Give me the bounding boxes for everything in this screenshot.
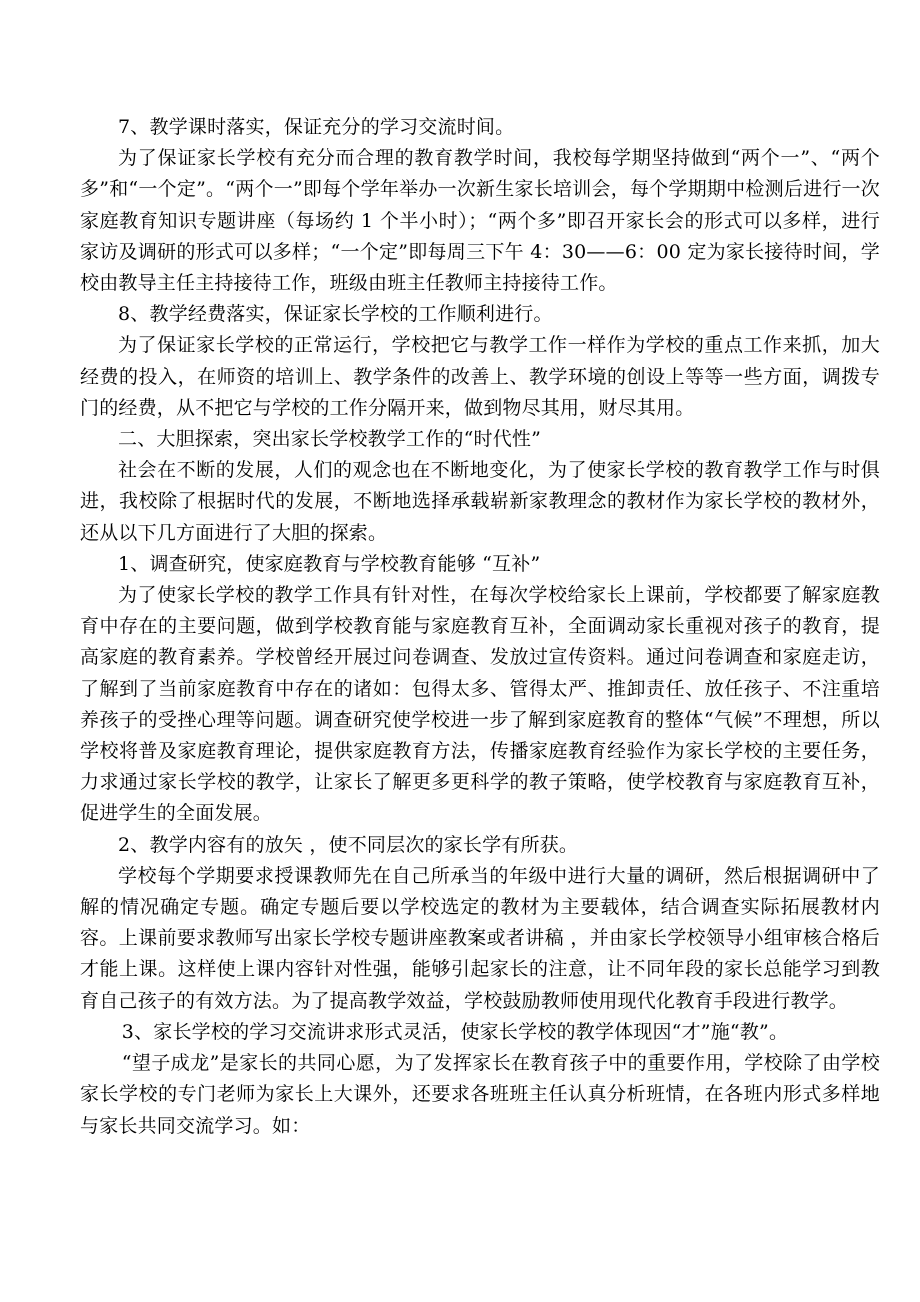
subsection-heading-3: 3、家长学校的学习交流讲求形式灵活，使家长学校的教学体现因“才”施“教”。	[121, 1020, 789, 1043]
section-heading-7: 7、教学课时落实，保证充分的学习交流时间。	[118, 116, 515, 138]
section-heading-8: 8、教学经费落实，保证家长学校的工作顺利进行。	[118, 303, 553, 326]
subsection-heading-2: 2、教学内容有的放矢 ，使不同层次的家长学有所获。	[118, 833, 579, 856]
body-paragraph: 为了保证家长学校有充分而合理的教育教学时间，我校每学期坚持做到“两个一”、“两个多”和“一个定”。“两个一”即每个学年举办一次新生家长培训会，每个学期期中检测后进行一次家庭教育知识专题讲座（每场约 1 个半小时）；“两个多”即召开家长会的形式可以多样，进行家访及调研的形式可以多样；“一个定”即每周三下午 4：30——6：00 定为家长接待时间，学校由教导主任主持接待工作，班级由班主任教师主持接待工作。	[80, 147, 880, 295]
body-paragraph: 为了保证家长学校的正常运行，学校把它与教学工作一样作为学校的重点工作来抓，加大经费的投入，在师资的培训上、教学条件的改善上、教学环境的创设上等等一些方面，调拨专门的经费，从不把它与学校的工作分隔开来，做到物尽其用，财尽其用。	[80, 334, 880, 419]
body-paragraph: 为了使家长学校的教学工作具有针对性，在每次学校给家长上课前，学校都要了解家庭教育中存在的主要问题，做到学校教育能与家庭教育互补，全面调动家长重视对孩子的教育，提高家庭的教育素养。学校曾经开展过问卷调查、发放过宣传资料。通过问卷调查和家庭走访，了解到了当前家庭教育中存在的诸如：包得太多、管得太严、推卸责任、放任孩子、不注重培养孩子的受挫心理等问题。调查研究使学校进一步了解到家庭教育的整体“气候”不理想，所以学校将普及家庭教育理论，提供家庭教育方法，传播家庭教育经验作为家长学校的主要任务，力求通过家长学校的教学，让家长了解更多更科学的教子策略，使学校教育与家庭教育互补，促进学生的全面发展。	[80, 584, 880, 825]
body-paragraph: 社会在不断的发展，人们的观念也在不断地变化，为了使家长学校的教育教学工作与时俱进，我校除了根据时代的发展，不断地选择承载崭新家教理念的教材作为家长学校的教材外，还从以下几方面进行了大胆的探索。	[80, 459, 880, 544]
subsection-heading-1: 1、调查研究，使家庭教育与学校教育能够 “互补”	[118, 552, 541, 575]
document-body	[80, 112, 880, 1142]
section-heading-2: 二、大胆探索，突出家长学校教学工作的“时代性”	[118, 428, 542, 451]
body-paragraph: 学校每个学期要求授课教师先在自己所承当的年级中进行大量的调研，然后根据调研中了解的情况确定专题。确定专题后要以学校选定的教材为主要载体，结合调查实际拓展教材内容。上课前要求教师写出家长学校专题讲座教案或者讲稿 ，并由家长学校领导小组审核合格后才能上课。这样使上课内容针对性强，能够引起家长的注意，让不同年段的家长总能学习到教育自己孩子的有效方法。为了提高教学效益，学校鼓励教师使用现代化教育手段进行教学。	[80, 864, 880, 1012]
body-paragraph: “望子成龙”是家长的共同心愿，为了发挥家长在教育孩子中的重要作用，学校除了由学校家长学校的专门老师为家长上大课外，还要求各班班主任认真分析班情，在各班内形式多样地与家长共同交流学习。如：	[80, 1052, 880, 1137]
